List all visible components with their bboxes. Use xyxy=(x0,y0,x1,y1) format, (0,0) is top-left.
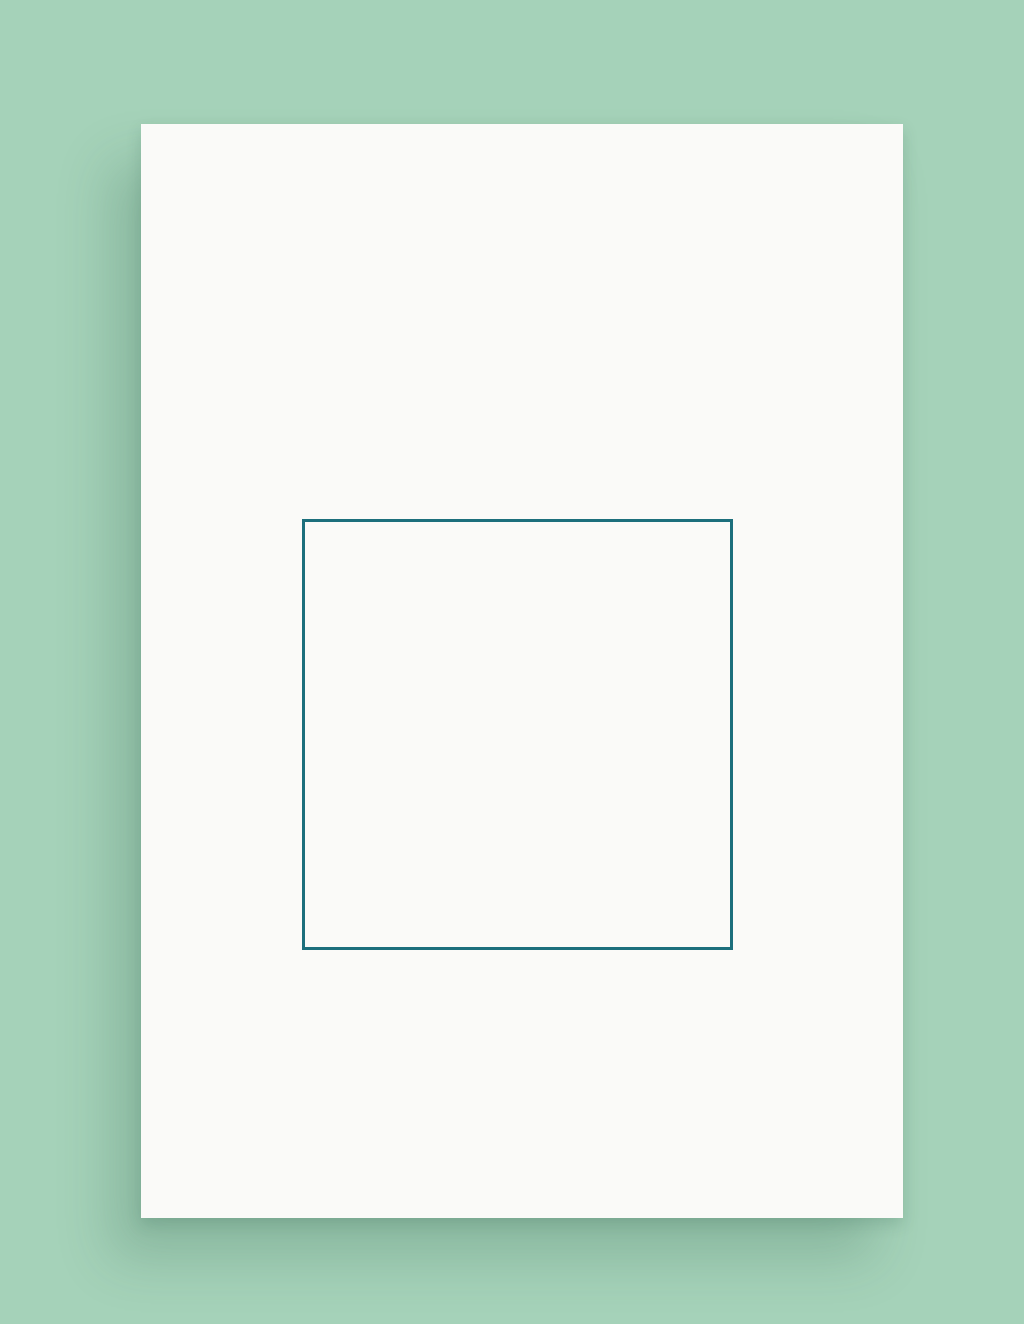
puzzle-sheet xyxy=(141,124,903,1218)
word-search-grid[interactable] xyxy=(302,519,733,950)
